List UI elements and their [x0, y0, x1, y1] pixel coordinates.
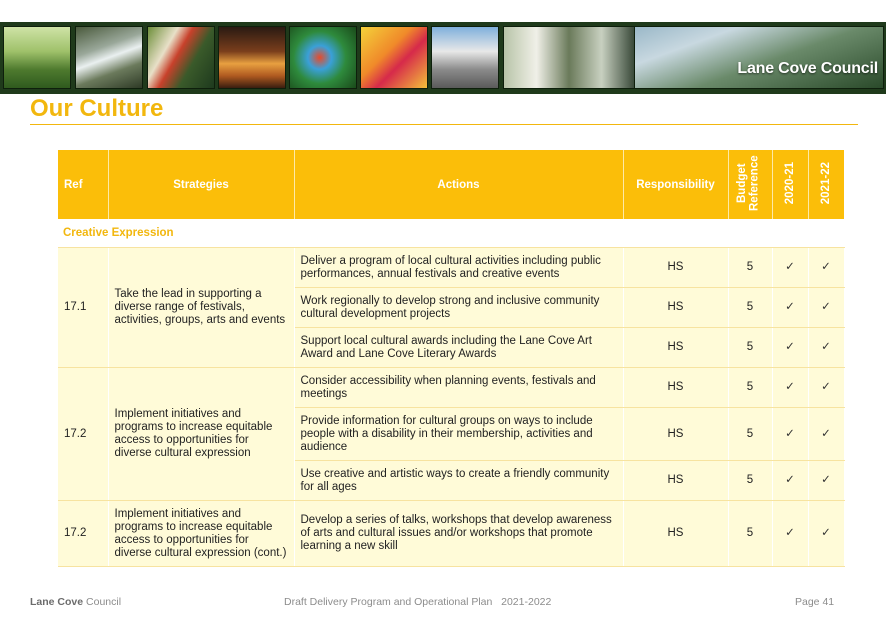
footer-org-bold: Lane Cove: [30, 596, 84, 608]
responsibility-cell: HS: [623, 288, 728, 328]
footer-org-rest: Council: [86, 596, 122, 608]
action-cell: Deliver a program of local cultural activities including public performances, annual festivals and creative events: [294, 248, 623, 288]
col-header-responsibility: Responsibility: [623, 150, 728, 219]
footer-page-number: Page 41: [795, 596, 835, 608]
responsibility-cell: HS: [623, 248, 728, 288]
responsibility-cell: HS: [623, 328, 728, 368]
table-row: [58, 501, 844, 567]
footer-organisation: [30, 596, 121, 608]
action-cell: Support local cultural awards including the Lane Cove Art Award and Lane Cove Literary Awards: [294, 328, 623, 368]
park-photo: [3, 26, 71, 89]
strategy-cell: Implement initiatives and programs to increase equitable access to opportunities for diverse cultural expression: [108, 368, 294, 501]
budget-cell: 5: [728, 368, 772, 408]
col-header-strategies: Strategies: [108, 150, 294, 219]
tick-2021-22: ✓: [808, 501, 844, 567]
budget-cell: 5: [728, 501, 772, 567]
waterfall-photo: [75, 26, 143, 89]
responsibility-cell: HS: [623, 501, 728, 567]
year-2020-21-label: 2020-21: [783, 161, 796, 205]
cafe-photo: [503, 26, 635, 89]
tick-2020-21: ✓: [772, 328, 808, 368]
tick-2021-22: ✓: [808, 461, 844, 501]
responsibility-cell: HS: [623, 368, 728, 408]
ref-cell: 17.1: [58, 248, 108, 368]
col-header-budget-reference: [728, 150, 772, 219]
brand-logo-text: Lane Cove Council: [737, 60, 878, 77]
section-row: [58, 219, 844, 248]
header-banner: [0, 22, 886, 94]
table-row: [58, 248, 844, 288]
tick-2020-21: ✓: [772, 288, 808, 328]
tick-2021-22: ✓: [808, 408, 844, 461]
budget-cell: 5: [728, 328, 772, 368]
operational-plan-table: [58, 150, 845, 567]
table-header-row: [58, 150, 844, 219]
tick-2021-22: ✓: [808, 288, 844, 328]
col-header-actions: Actions: [294, 150, 623, 219]
budget-reference-label: Budget Reference: [736, 155, 761, 211]
action-cell: Work regionally to develop strong and inclusive community cultural development projects: [294, 288, 623, 328]
tick-2020-21: ✓: [772, 501, 808, 567]
tick-2020-21: ✓: [772, 248, 808, 288]
ref-cell: 17.2: [58, 368, 108, 501]
building-photo: [431, 26, 499, 89]
strategy-cell: Take the lead in supporting a diverse range of festivals, activities, groups, arts and events: [108, 248, 294, 368]
col-header-ref: Ref: [58, 150, 108, 219]
tick-2020-21: ✓: [772, 368, 808, 408]
section-title: Creative Expression: [58, 219, 844, 248]
tick-2020-21: ✓: [772, 408, 808, 461]
tick-2021-22: ✓: [808, 248, 844, 288]
page-title: Our Culture: [30, 95, 164, 122]
performer-photo: [360, 26, 428, 89]
col-header-2021-22: [808, 150, 844, 219]
col-header-2020-21: [772, 150, 808, 219]
budget-cell: 5: [728, 248, 772, 288]
footer-document: [284, 596, 551, 608]
footer-document-years: 2021-2022: [501, 596, 552, 608]
title-divider: [30, 124, 858, 125]
harbour-photo: [634, 26, 884, 89]
budget-cell: 5: [728, 288, 772, 328]
strategy-cell: Implement initiatives and programs to increase equitable access to opportunities for diverse cultural expression (cont.): [108, 501, 294, 567]
tick-2020-21: ✓: [772, 461, 808, 501]
tick-2021-22: ✓: [808, 328, 844, 368]
footer-document-title: Draft Delivery Program and Operational Plan: [284, 596, 493, 608]
action-cell: Use creative and artistic ways to create a friendly community for all ages: [294, 461, 623, 501]
responsibility-cell: HS: [623, 461, 728, 501]
year-2021-22-label: 2021-22: [819, 161, 832, 205]
parrot-photo: [289, 26, 357, 89]
action-cell: Provide information for cultural groups on ways to include people with a disability in their membership, activities and audience: [294, 408, 623, 461]
action-cell: Consider accessibility when planning events, festivals and meetings: [294, 368, 623, 408]
ref-cell: 17.2: [58, 501, 108, 567]
action-cell: Develop a series of talks, workshops that develop awareness of arts and cultural issues and/or workshops that promote learning a new skill: [294, 501, 623, 567]
responsibility-cell: HS: [623, 408, 728, 461]
table-row: [58, 368, 844, 408]
dancers-photo: [147, 26, 215, 89]
budget-cell: 5: [728, 408, 772, 461]
tick-2021-22: ✓: [808, 368, 844, 408]
budget-cell: 5: [728, 461, 772, 501]
night-market-photo: [218, 26, 286, 89]
